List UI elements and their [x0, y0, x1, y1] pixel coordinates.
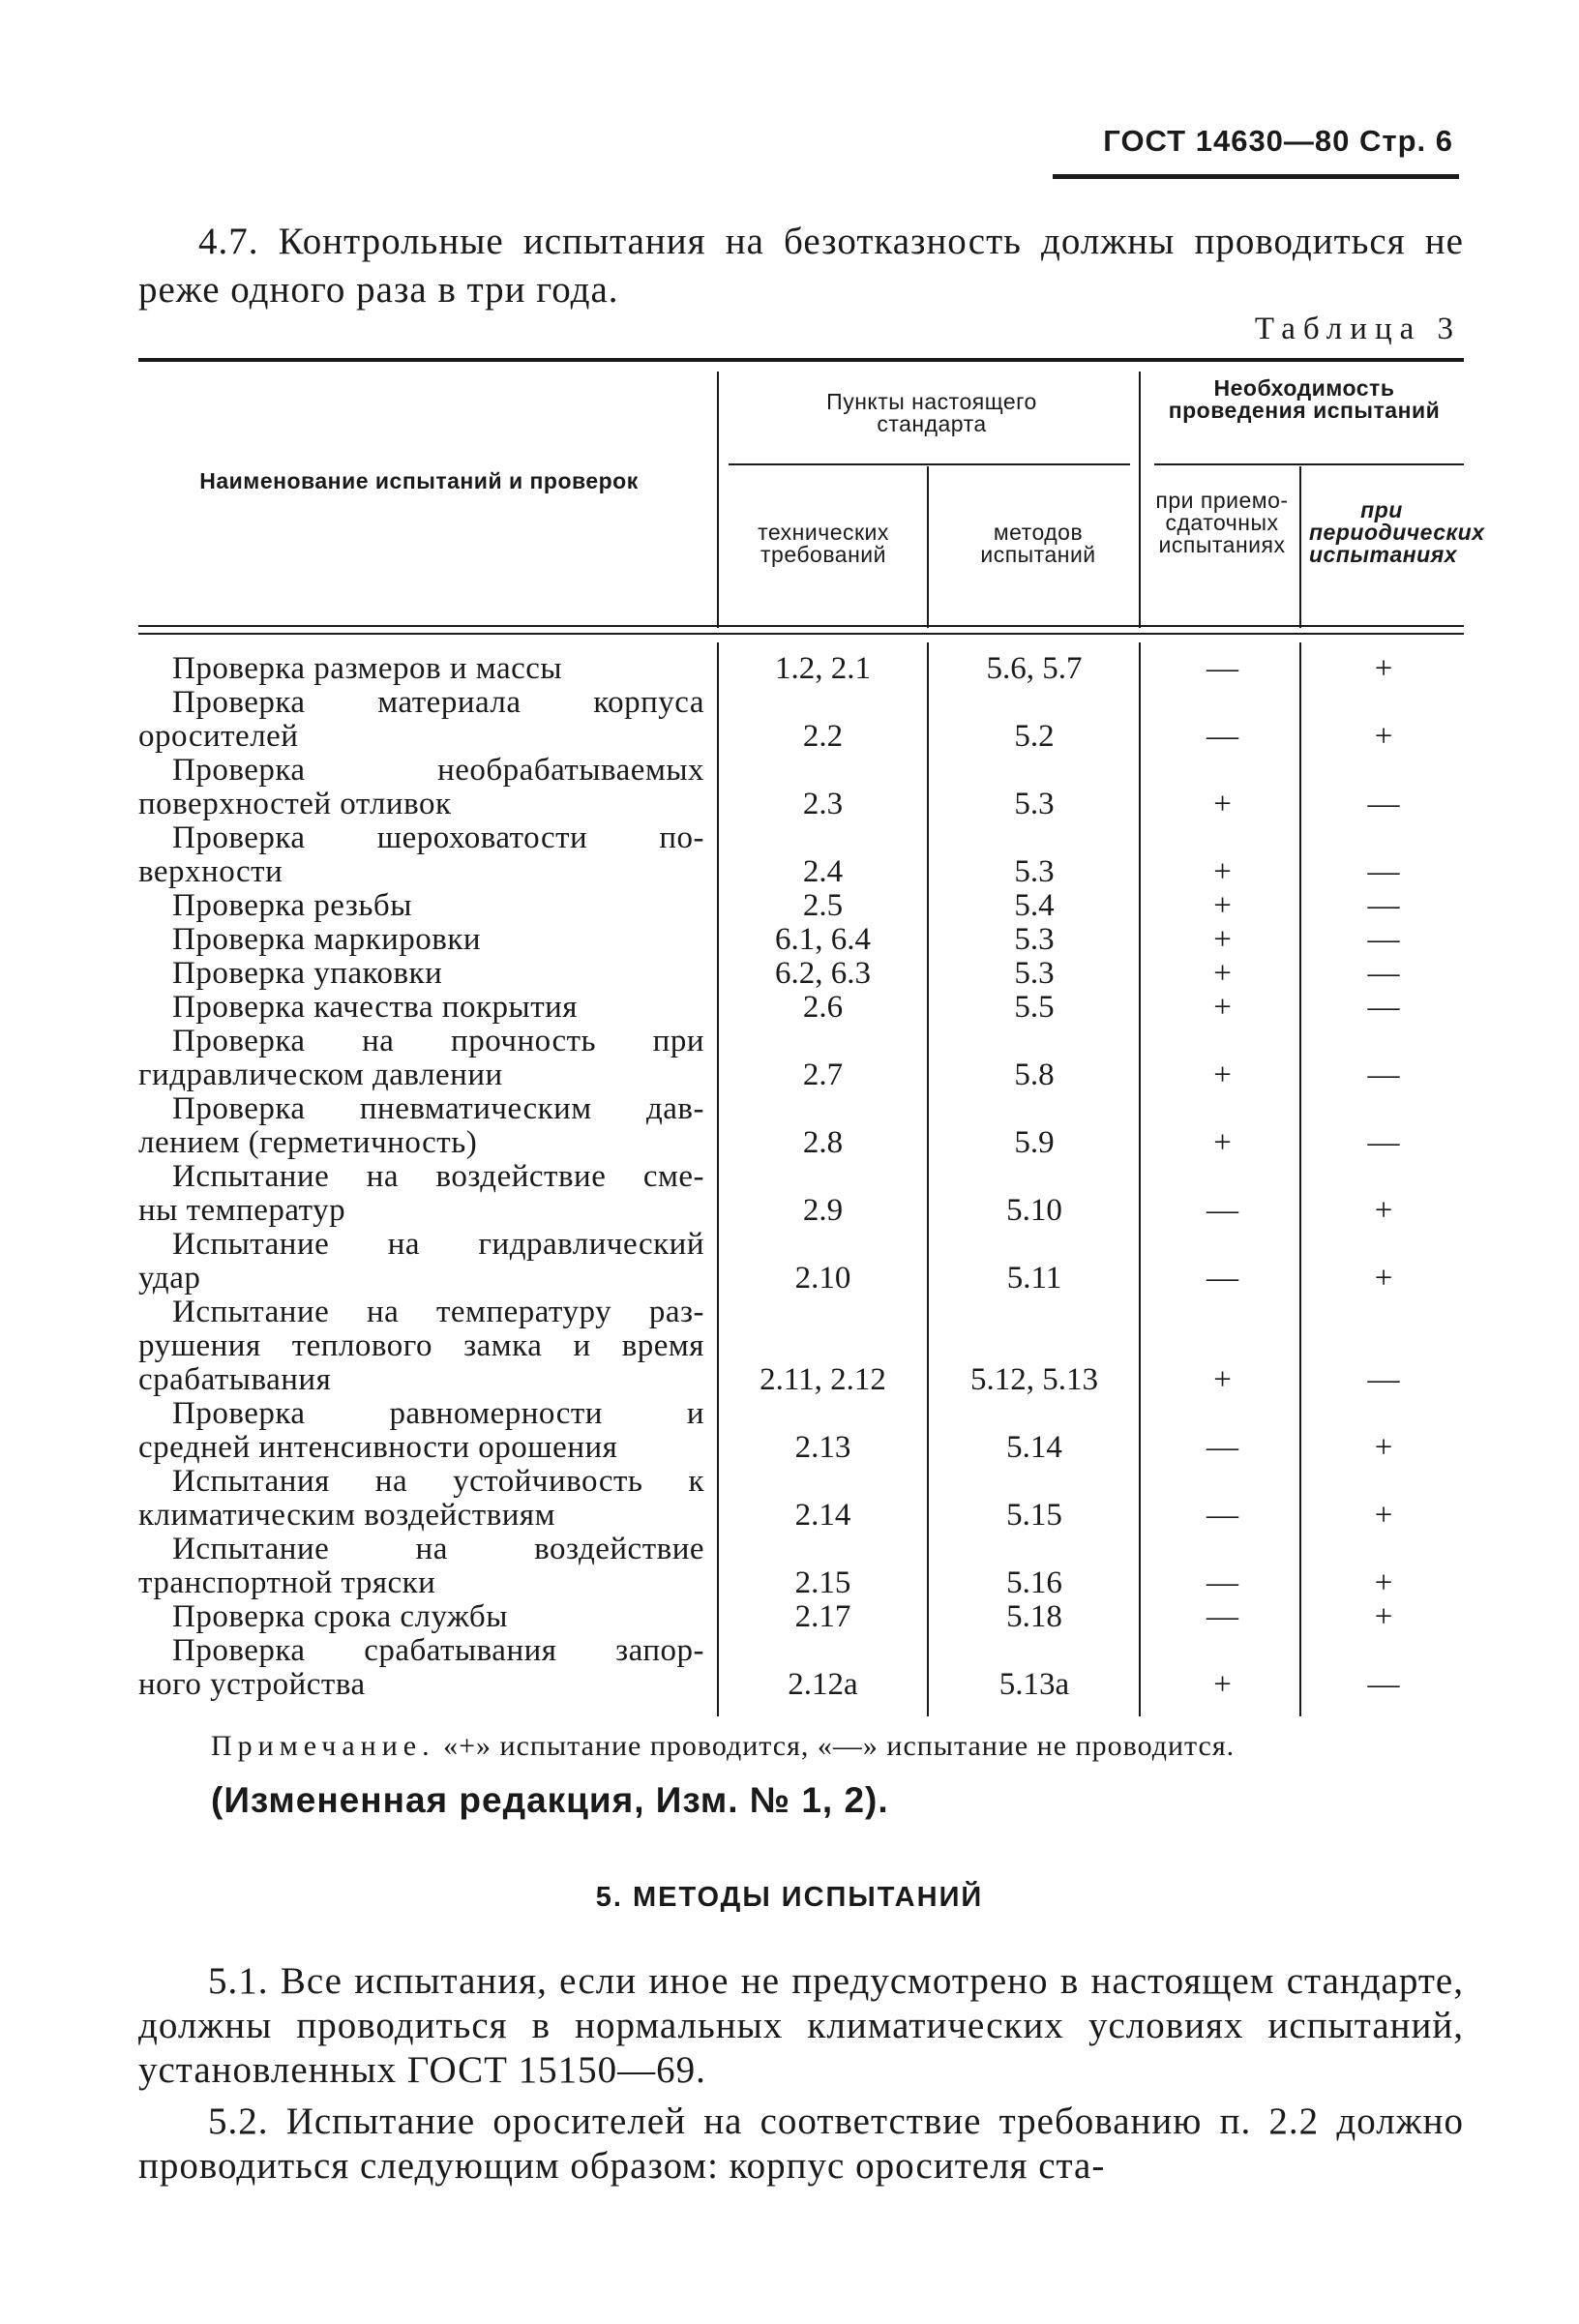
row-test-name-line: Проверка пневматическим дав-: [172, 1091, 704, 1126]
row-test-name-line: оросителей: [138, 719, 299, 754]
note-text: «+» испытание проводится, «—» испытание не проводится.: [443, 1730, 1236, 1762]
table-row: [138, 889, 1464, 923]
row-acceptance-mark: —: [1207, 719, 1238, 754]
row-test-name-line: ного устройства: [138, 1667, 366, 1702]
table-vline: [1139, 372, 1141, 628]
row-periodic-mark: +: [1374, 1261, 1393, 1296]
row-method-clause: 5.2: [1014, 719, 1055, 754]
row-tech-clause: 2.15: [794, 1565, 851, 1600]
table-vline: [927, 466, 929, 628]
table-row: [138, 991, 1464, 1025]
row-periodic-mark: +: [1374, 1565, 1393, 1600]
row-test-name-line: Испытание на воздействие сме-: [172, 1159, 704, 1194]
row-test-name-line: Испытание на температуру раз-: [172, 1295, 704, 1329]
row-method-clause: 5.15: [1006, 1498, 1062, 1533]
row-test-name: [138, 889, 704, 923]
header-rule: [1053, 174, 1459, 179]
table-vline: [717, 372, 719, 628]
row-acceptance-mark: +: [1213, 787, 1232, 821]
row-tech-clause: 1.2, 2.1: [775, 651, 871, 686]
page-header: ГОСТ 14630—80 Стр. 6: [1103, 124, 1453, 158]
row-method-clause: 5.13а: [998, 1667, 1070, 1702]
row-method-clause: 5.11: [1006, 1261, 1062, 1296]
row-tech-clause: 2.2: [802, 719, 844, 754]
row-test-name-line: Проверка резьбы: [172, 888, 412, 923]
table-hline: [729, 463, 1130, 465]
col-header-clauses: Пункты настоящего стандарта: [826, 389, 1037, 436]
row-periodic-mark: +: [1374, 1498, 1393, 1533]
row-tech-clause: 2.11, 2.12: [760, 1362, 886, 1397]
row-acceptance-mark: —: [1207, 1498, 1238, 1533]
row-acceptance-mark: —: [1207, 1430, 1238, 1465]
row-periodic-mark: +: [1374, 651, 1393, 686]
row-tech-clause: 6.1, 6.4: [775, 922, 871, 957]
table-hline: [138, 625, 1464, 627]
table-note: [211, 1730, 1469, 1763]
col-header-tech-req: технических требований: [758, 520, 889, 567]
table-row: [138, 1634, 1464, 1702]
table-row: [138, 1397, 1464, 1465]
row-tech-clause: 2.17: [794, 1599, 851, 1634]
row-acceptance-mark: +: [1213, 956, 1232, 991]
row-periodic-mark: —: [1367, 888, 1400, 923]
row-periodic-mark: —: [1367, 1362, 1400, 1397]
table-row: [138, 1160, 1464, 1228]
row-test-name: [138, 991, 704, 1025]
section-title: 5. МЕТОДЫ ИСПЫТАНИЙ: [595, 1882, 984, 1913]
row-test-name-line: Проверка необрабатываемых: [172, 753, 704, 788]
row-test-name: [138, 1228, 704, 1296]
row-test-name-line: Испытание на воздействие: [172, 1532, 704, 1566]
row-test-name-line: лением (герметичность): [138, 1125, 478, 1160]
row-test-name-line: средней интенсивности орошения: [138, 1430, 618, 1465]
table-hline: [1154, 463, 1464, 465]
row-method-clause: 5.3: [1014, 787, 1055, 821]
table-row: [138, 1533, 1464, 1600]
row-tech-clause: 2.7: [802, 1058, 844, 1092]
row-test-name-line: Испытание на гидравлический: [172, 1227, 704, 1262]
row-tech-clause: 6.2, 6.3: [775, 956, 871, 991]
table-vline: [1299, 642, 1301, 1716]
row-acceptance-mark: —: [1207, 1599, 1238, 1634]
row-tech-clause: 2.4: [802, 854, 844, 889]
row-acceptance-mark: +: [1213, 922, 1232, 957]
row-test-name-line: Испытания на устойчивость к: [172, 1464, 704, 1499]
col-header-periodic: при периодических испытаниях: [1309, 497, 1485, 567]
clause-5-1: 5.1. Все испытания, если иное не предусмотрено в настоящем стандарте, должны проводиться в нормальных климатических условиях испытаний, установленных ГОСТ 15150—69.: [138, 1960, 1464, 2091]
row-test-name-line: климатическим воздействиям: [138, 1498, 555, 1533]
row-test-name: [138, 1634, 704, 1702]
row-tech-clause: 2.6: [802, 990, 844, 1025]
row-tech-clause: 2.14: [794, 1498, 851, 1533]
row-method-clause: 5.9: [1014, 1125, 1055, 1160]
row-acceptance-mark: +: [1213, 1125, 1232, 1160]
row-periodic-mark: —: [1367, 787, 1400, 821]
row-test-name: [138, 923, 704, 957]
row-test-name-line: верхности: [138, 854, 283, 889]
row-acceptance-mark: +: [1213, 1362, 1232, 1397]
table-hline: [138, 633, 1464, 635]
row-method-clause: 5.12, 5.13: [970, 1362, 1098, 1397]
row-acceptance-mark: +: [1213, 1667, 1232, 1702]
row-test-name: [138, 1160, 704, 1228]
row-method-clause: 5.16: [1006, 1565, 1062, 1600]
row-tech-clause: 2.8: [802, 1125, 844, 1160]
table-vline: [717, 642, 719, 1716]
row-test-name: [138, 1533, 704, 1600]
table-row: [138, 754, 1464, 821]
table-row: [138, 1296, 1464, 1397]
row-tech-clause: 2.12а: [788, 1667, 858, 1702]
row-method-clause: 5.8: [1014, 1058, 1055, 1092]
row-periodic-mark: —: [1367, 854, 1400, 889]
row-test-name: [138, 652, 704, 686]
row-periodic-mark: +: [1374, 719, 1393, 754]
table-row: [138, 652, 1464, 686]
row-method-clause: 5.14: [1006, 1430, 1062, 1465]
row-test-name: [138, 754, 704, 821]
row-test-name-line: ны температур: [138, 1193, 346, 1228]
row-test-name-line: удар: [138, 1261, 201, 1296]
table-vline: [1299, 466, 1301, 628]
row-test-name: [138, 1465, 704, 1533]
table-row: [138, 1465, 1464, 1533]
tests-table: [138, 362, 1485, 1721]
row-test-name-line: Проверка срабатывания запор-: [172, 1633, 704, 1668]
row-acceptance-mark: —: [1207, 1193, 1238, 1228]
table-caption: Таблица 3: [1254, 312, 1461, 346]
row-test-name-line: Проверка шероховатости по-: [172, 820, 704, 855]
row-acceptance-mark: +: [1213, 888, 1232, 923]
row-tech-clause: 2.5: [802, 888, 844, 923]
row-tech-clause: 2.13: [794, 1430, 851, 1465]
row-periodic-mark: —: [1367, 990, 1400, 1025]
amendment-note: (Измененная редакция, Изм. № 1, 2).: [211, 1780, 889, 1820]
row-method-clause: 5.3: [1014, 922, 1055, 957]
row-test-name-line: рушения теплового замка и время: [138, 1328, 704, 1363]
row-test-name: [138, 957, 704, 991]
row-test-name-line: срабатывания: [138, 1362, 332, 1397]
row-method-clause: 5.3: [1014, 854, 1055, 889]
row-acceptance-mark: —: [1207, 651, 1238, 686]
row-periodic-mark: +: [1374, 1193, 1393, 1228]
row-test-name-line: Проверка качества покрытия: [172, 990, 578, 1025]
table-row: [138, 1600, 1464, 1634]
row-test-name-line: Проверка материала корпуса: [172, 685, 704, 720]
row-test-name-line: гидравлическом давлении: [138, 1058, 503, 1092]
row-tech-clause: 2.3: [802, 787, 844, 821]
row-test-name-line: Проверка на прочность при: [172, 1024, 704, 1058]
col-header-necessity: Необходимость проведения испытаний: [1168, 375, 1441, 423]
table-row: [138, 923, 1464, 957]
clause-5-2: 5.2. Испытание оросителей на соответствие требованию п. 2.2 должно проводиться следующим образом: корпус оросителя ста-: [138, 2101, 1464, 2187]
table-row: [138, 1092, 1464, 1160]
row-test-name-line: транспортной тряски: [138, 1565, 436, 1600]
row-test-name-line: Проверка размеров и массы: [172, 651, 563, 686]
table-row: [138, 686, 1464, 754]
row-method-clause: 5.18: [1006, 1599, 1062, 1634]
row-test-name-line: поверхностей отливок: [138, 787, 452, 821]
row-test-name-line: Проверка упаковки: [172, 956, 443, 991]
row-method-clause: 5.5: [1014, 990, 1055, 1025]
clause-4-7: 4.7. Контрольные испытания на безотказность должны проводиться не реже одного раза в три года.: [138, 221, 1464, 311]
row-method-clause: 5.4: [1014, 888, 1055, 923]
row-test-name: [138, 1397, 704, 1465]
row-test-name-line: Проверка маркировки: [172, 922, 482, 957]
col-header-name: Наименование испытаний и проверок: [199, 468, 639, 493]
row-test-name-line: Проверка срока службы: [172, 1599, 508, 1634]
row-periodic-mark: —: [1367, 956, 1400, 991]
row-method-clause: 5.10: [1006, 1193, 1062, 1228]
row-periodic-mark: +: [1374, 1599, 1393, 1634]
row-periodic-mark: —: [1367, 1058, 1400, 1092]
row-tech-clause: 2.10: [794, 1261, 851, 1296]
table-row: [138, 1228, 1464, 1296]
note-lead: Примечание.: [211, 1730, 435, 1762]
row-periodic-mark: —: [1367, 1667, 1400, 1702]
row-tech-clause: 2.9: [802, 1193, 844, 1228]
row-test-name: [138, 686, 704, 754]
table-vline: [1139, 642, 1141, 1716]
row-method-clause: 5.3: [1014, 956, 1055, 991]
row-test-name: [138, 1296, 704, 1397]
row-periodic-mark: —: [1367, 1125, 1400, 1160]
col-header-test-methods: методов испытаний: [980, 520, 1096, 567]
row-method-clause: 5.6, 5.7: [986, 651, 1083, 686]
row-test-name-line: Проверка равномерности и: [172, 1396, 704, 1431]
row-periodic-mark: +: [1374, 1430, 1393, 1465]
col-header-acceptance: при приемо-сдаточных испытаниях: [1155, 488, 1289, 557]
row-acceptance-mark: +: [1213, 854, 1232, 889]
row-test-name: [138, 821, 704, 889]
row-test-name: [138, 1092, 704, 1160]
row-acceptance-mark: —: [1207, 1565, 1238, 1600]
row-periodic-mark: —: [1367, 922, 1400, 957]
table-vline: [927, 642, 929, 1716]
row-acceptance-mark: +: [1213, 1058, 1232, 1092]
row-acceptance-mark: —: [1207, 1261, 1238, 1296]
row-test-name: [138, 1600, 704, 1634]
table-row: [138, 957, 1464, 991]
table-row: [138, 821, 1464, 889]
row-test-name: [138, 1025, 704, 1092]
table-row: [138, 1025, 1464, 1092]
row-acceptance-mark: +: [1213, 990, 1232, 1025]
